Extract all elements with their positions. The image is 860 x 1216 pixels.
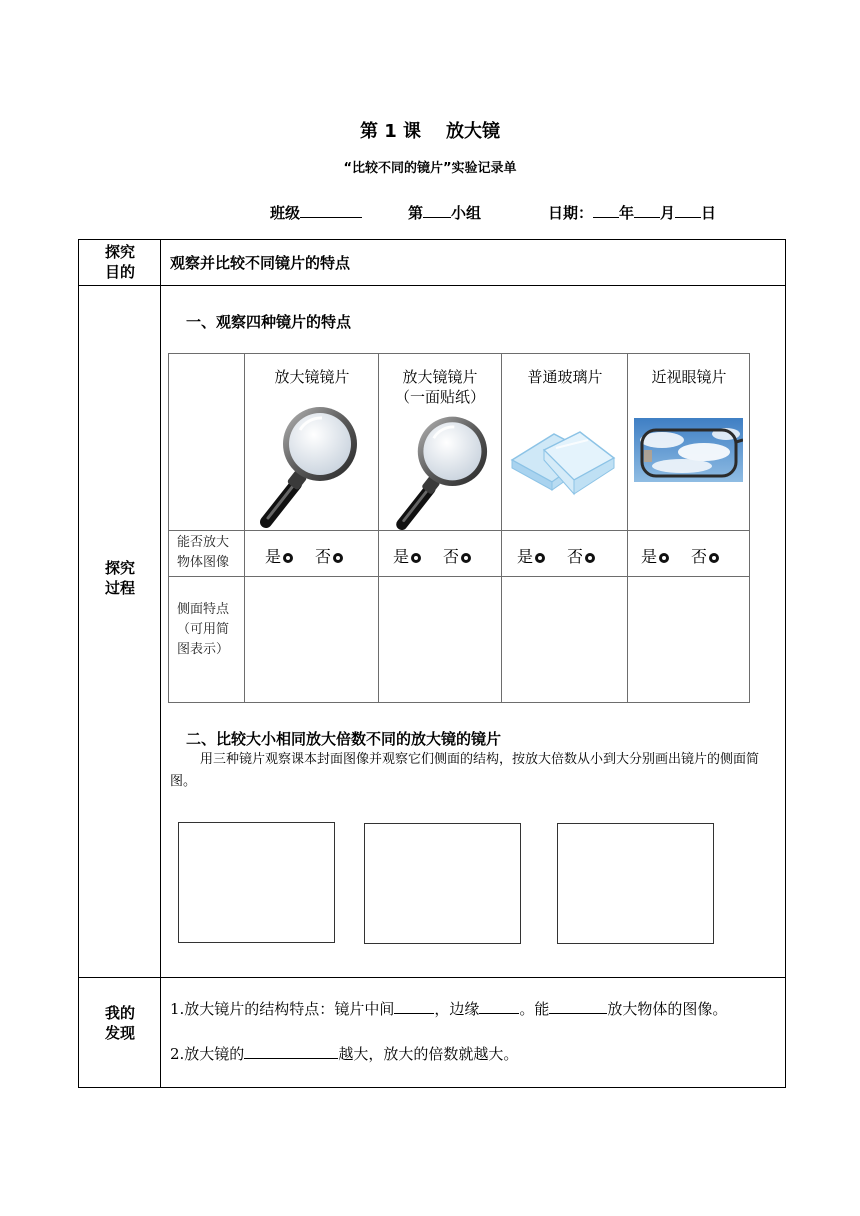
no-label: 否 [691, 547, 708, 566]
finding-1-text-d: 放大物体的图像。 [607, 1000, 728, 1018]
column-header-magnifier: 放大镜镜片 [274, 368, 350, 386]
inner-table-row-divider-1 [168, 530, 750, 531]
inner-table-top [168, 353, 750, 354]
day-label: 日 [701, 204, 717, 222]
row-header-magnify: 能否放大物体图像 [177, 535, 230, 570]
date-field[interactable] [548, 202, 716, 223]
day-blank[interactable] [675, 203, 701, 218]
page-subtitle: “比较不同的镜片”实验记录单 [343, 161, 517, 176]
page-title: 第 1 课 放大镜 [359, 121, 501, 142]
yes-label: 是 [393, 547, 410, 566]
class-label: 班级 [270, 204, 301, 222]
month-blank[interactable] [634, 203, 660, 218]
inner-table-row-divider-2 [168, 576, 750, 577]
group-suffix: 小组 [451, 204, 482, 222]
no-label: 否 [567, 547, 584, 566]
yes-radio[interactable] [659, 553, 669, 563]
yes-label: 是 [517, 547, 534, 566]
inner-table-bottom [168, 702, 750, 703]
section1-title: 一、观察四种镜片的特点 [186, 313, 352, 331]
process-header: 探究过程 [104, 559, 135, 597]
findings-header: 我的发现 [104, 1004, 135, 1042]
yes-label: 是 [641, 547, 658, 566]
column-header-magnifier-sticker: 放大镜镜片（一面贴纸） [394, 368, 485, 406]
yes-radio[interactable] [535, 553, 545, 563]
finding-1-text-c: 。能 [519, 1000, 550, 1018]
group-field[interactable] [408, 202, 481, 223]
table-column-divider [160, 239, 161, 1088]
no-label: 否 [443, 547, 460, 566]
inner-table-col-1 [244, 353, 245, 703]
section2-title: 二、比较大小相同放大倍数不同的放大镜的镜片 [186, 730, 502, 748]
inner-table-left [168, 353, 169, 703]
no-radio[interactable] [709, 553, 719, 563]
table-divider-1 [78, 285, 786, 286]
yes-no-magnifier-sticker[interactable] [393, 544, 471, 567]
finding-1-blank-middle[interactable] [394, 999, 434, 1014]
finding-2-text-a: 2.放大镜的 [170, 1045, 245, 1063]
section2-description: 用三种镜片观察课本封面图像并观察它们侧面的结构，按放大倍数从小到大分别画出镜片的侧面简图。 [170, 752, 760, 789]
inner-table-right [749, 353, 750, 703]
eyeglasses-icon [634, 418, 743, 482]
finding-1-text-a: 1.放大镜片的结构特点：镜片中间 [170, 1000, 395, 1018]
yes-radio[interactable] [411, 553, 421, 563]
finding-1 [170, 998, 727, 1019]
yes-no-plain-glass[interactable] [517, 544, 595, 567]
table-border-bottom [78, 1087, 786, 1088]
purpose-header: 探究目的 [104, 243, 135, 281]
finding-2 [170, 1043, 518, 1064]
table-divider-2 [78, 977, 786, 978]
drawing-box-1[interactable] [178, 822, 335, 943]
no-radio[interactable] [333, 553, 343, 563]
yes-no-magnifier[interactable] [265, 544, 343, 567]
no-radio[interactable] [585, 553, 595, 563]
date-label: 日期： [548, 204, 594, 222]
glass-slides-icon [508, 420, 618, 502]
table-border-top [78, 239, 786, 240]
finding-1-blank-ability[interactable] [549, 999, 607, 1014]
year-blank[interactable] [593, 203, 619, 218]
column-header-myopia-lens: 近视眼镜片 [651, 368, 727, 386]
inner-table-col-2 [378, 353, 379, 703]
purpose-text: 观察并比较不同镜片的特点 [170, 254, 351, 272]
class-field[interactable] [270, 202, 362, 223]
finding-1-text-b: ，边缘 [434, 1000, 480, 1018]
inner-table-col-4 [627, 353, 628, 703]
finding-1-blank-edge[interactable] [479, 999, 519, 1014]
month-label: 月 [660, 204, 676, 222]
drawing-box-2[interactable] [364, 823, 521, 944]
finding-2-text-b: 越大，放大的倍数就越大。 [338, 1045, 519, 1063]
group-blank[interactable] [423, 203, 451, 218]
magnifier-icon [392, 412, 496, 530]
yes-label: 是 [265, 547, 282, 566]
group-prefix: 第 [408, 204, 424, 222]
row-header-side-features: 侧面特点（可用简图表示） [177, 602, 230, 657]
table-border-left [78, 239, 79, 1088]
class-blank[interactable] [300, 203, 362, 218]
table-border-right [785, 239, 786, 1088]
drawing-box-3[interactable] [557, 823, 714, 944]
magnifier-icon [256, 402, 366, 528]
no-label: 否 [315, 547, 332, 566]
inner-table-col-3 [501, 353, 502, 703]
yes-no-myopia-lens[interactable] [641, 544, 719, 567]
year-label: 年 [619, 204, 635, 222]
no-radio[interactable] [461, 553, 471, 563]
yes-radio[interactable] [283, 553, 293, 563]
finding-2-blank[interactable] [244, 1044, 338, 1059]
column-header-plain-glass: 普通玻璃片 [527, 368, 603, 386]
